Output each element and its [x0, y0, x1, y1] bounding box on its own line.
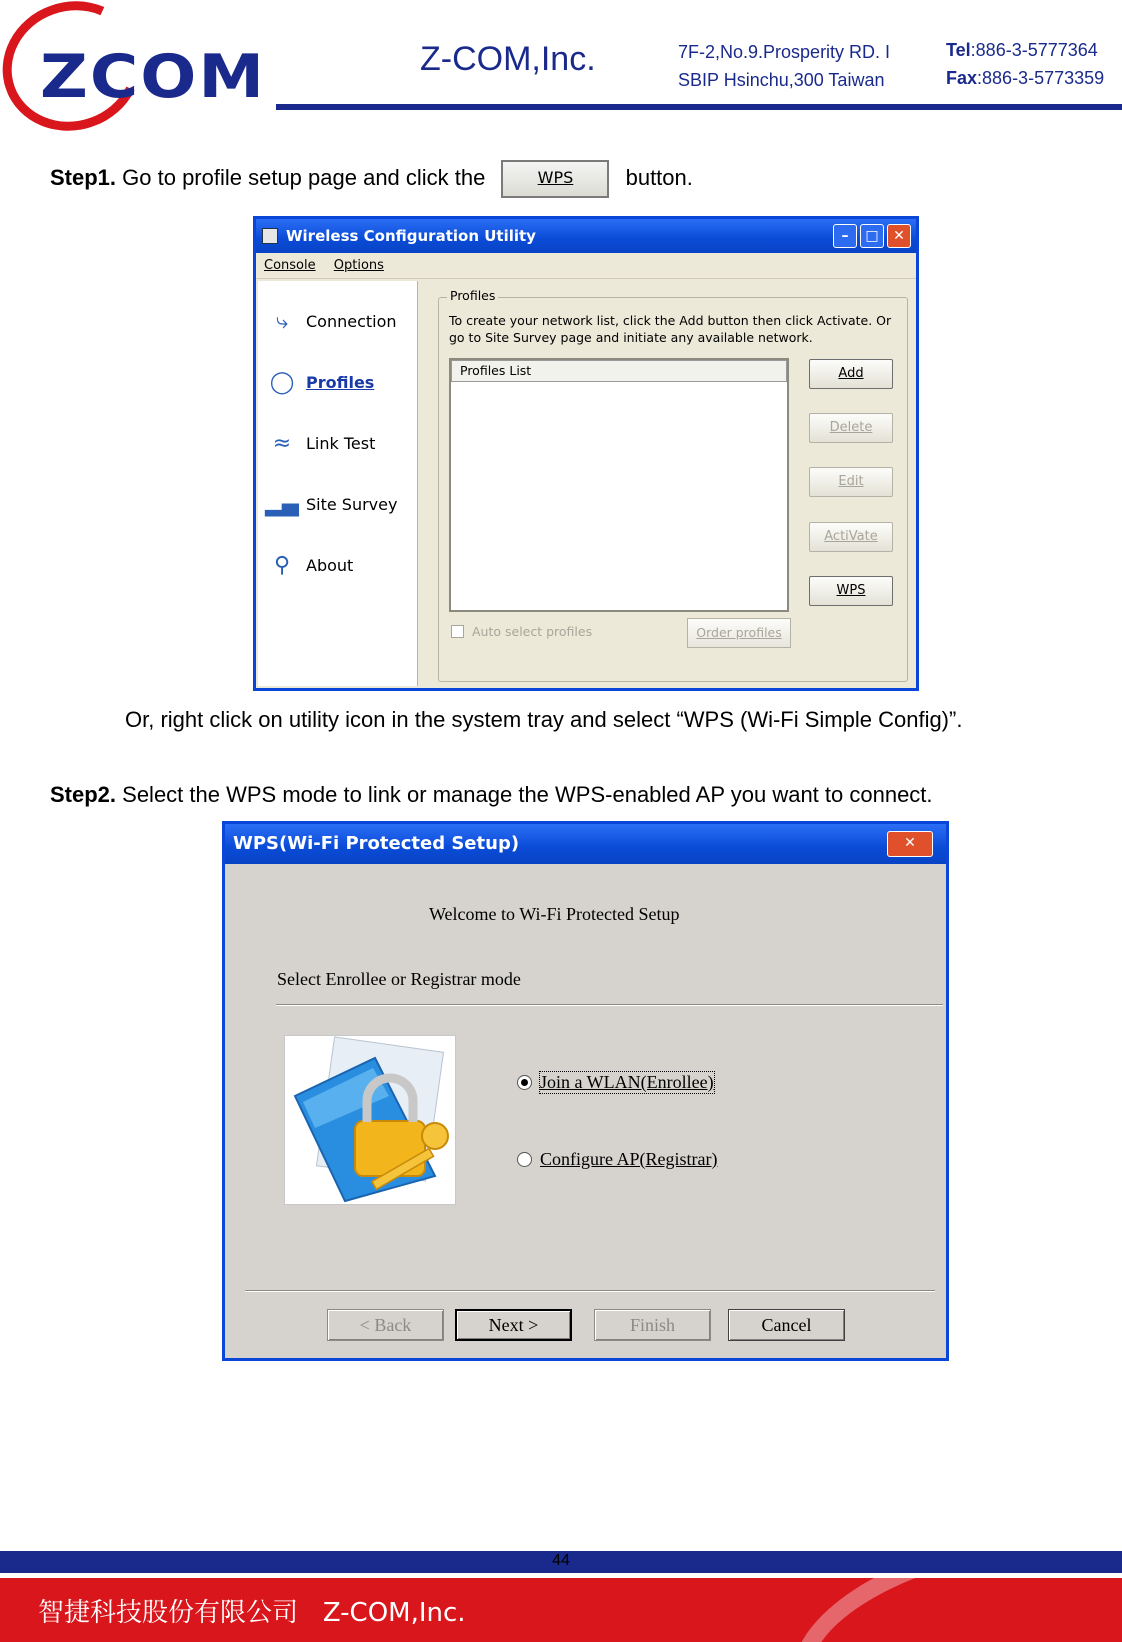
cancel-button[interactable]: Cancel	[728, 1309, 845, 1341]
fax-label: Fax	[946, 68, 978, 88]
profiles-list-header[interactable]: Profiles List	[451, 360, 787, 382]
group-title: Profiles	[447, 288, 498, 303]
select-mode-text: Select Enrollee or Registrar mode	[277, 969, 521, 989]
menu-console[interactable]: Console	[264, 258, 316, 273]
profiles-icon: ◯	[269, 369, 295, 395]
close-button[interactable]: ✕	[887, 831, 933, 857]
about-icon: ⚲	[273, 552, 291, 578]
sidebar-item-site-survey[interactable]	[266, 488, 397, 520]
step2-label: Step2.	[50, 782, 117, 807]
sidebar-item-label: Site Survey	[306, 494, 398, 514]
maximize-button[interactable]: □	[860, 224, 884, 248]
footer-swoosh	[774, 1578, 1122, 1642]
lock-folder-icon	[285, 1036, 456, 1205]
next-button[interactable]: Next >	[455, 1309, 572, 1341]
checkbox-box	[451, 625, 464, 638]
address-line-2: SBIP Hsinchu,300 Taiwan	[678, 70, 885, 90]
minimize-button[interactable]: –	[833, 224, 857, 248]
link-test-icon: ≈	[272, 430, 292, 456]
tel-value: :886-3-5777364	[970, 40, 1098, 60]
order-profiles-button[interactable]: Order profiles	[687, 618, 791, 648]
footer-company	[38, 1592, 466, 1629]
logo: ZCOM	[40, 41, 267, 112]
page-header	[0, 0, 1122, 130]
activate-button[interactable]: ActiVate	[809, 522, 893, 552]
wps-button[interactable]: WPS	[809, 576, 893, 606]
radio-enrollee-label: Join a WLAN(Enrollee)	[540, 1072, 714, 1092]
step2-paragraph	[50, 782, 933, 808]
company-address	[678, 38, 890, 94]
sidebar-item-label: Connection	[306, 311, 397, 331]
auto-select-label: Auto select profiles	[472, 624, 593, 639]
sidebar-item-connection[interactable]	[266, 305, 397, 337]
window-titlebar	[256, 219, 916, 253]
step1-label: Step1.	[50, 164, 117, 190]
add-button[interactable]: Add	[809, 359, 893, 389]
sidebar-item-label: Link Test	[306, 433, 376, 453]
address-line-1: 7F-2,No.9.Prosperity RD. I	[678, 42, 891, 62]
sidebar-item-label: About	[306, 555, 354, 575]
wps-window	[222, 821, 949, 1361]
step1-paragraph	[50, 160, 693, 198]
separator	[276, 1004, 943, 1006]
company-contact	[946, 36, 1104, 92]
wps-window-titlebar	[225, 824, 946, 864]
menu-bar	[256, 253, 916, 279]
sidebar-item-label: Profiles	[306, 372, 375, 392]
separator	[245, 1290, 935, 1292]
step1-text-after: button.	[619, 164, 693, 190]
footer-company-en: Z-COM,Inc.	[322, 1598, 466, 1628]
close-button[interactable]: ✕	[887, 224, 911, 248]
radio-registrar[interactable]	[517, 1149, 717, 1170]
radio-registrar-label: Configure AP(Registrar)	[540, 1149, 718, 1169]
auto-select-checkbox[interactable]	[451, 624, 592, 639]
welcome-text: Welcome to Wi-Fi Protected Setup	[429, 904, 680, 924]
fax-line	[946, 64, 1104, 92]
radio-enrollee[interactable]	[517, 1072, 714, 1093]
radio-button-unselected	[517, 1152, 532, 1167]
profiles-description: To create your network list, click the Add button then click Activate. Or go to Site Survey page and initiate any available network.	[449, 313, 892, 345]
wps-lock-image	[284, 1035, 456, 1205]
fax-value: :886-3-5773359	[977, 68, 1105, 88]
back-button[interactable]: < Back	[327, 1309, 444, 1341]
sidebar	[258, 281, 418, 686]
site-survey-icon: ▂▄	[265, 491, 299, 517]
inline-wps-button: WPS	[501, 160, 609, 198]
wireless-config-window	[253, 216, 919, 691]
tel-line	[946, 36, 1104, 64]
sidebar-item-profiles[interactable]	[266, 366, 374, 398]
radio-button-selected	[517, 1075, 532, 1090]
tel-label: Tel	[946, 40, 971, 60]
company-name: Z-COM,Inc.	[420, 40, 596, 78]
wps-window-title: WPS(Wi-Fi Protected Setup)	[233, 833, 520, 854]
profiles-group	[438, 288, 908, 682]
footer-company-cn: 智捷科技股份有限公司	[38, 1598, 299, 1628]
header-rule	[276, 104, 1122, 110]
step2-text: Select the WPS mode to link or manage the WPS-enabled AP you want to connect.	[116, 782, 933, 807]
app-icon	[262, 228, 278, 244]
profiles-list[interactable]	[449, 358, 789, 612]
page-number: 44	[552, 1552, 570, 1569]
window-title: Wireless Configuration Utility	[286, 227, 536, 245]
alternative-instruction: Or, right click on utility icon in the system tray and select “WPS (Wi-Fi Simple Config)”.	[125, 707, 963, 732]
delete-button[interactable]: Delete	[809, 413, 893, 443]
footer-bar	[0, 1578, 1122, 1642]
connection-icon: ⤷	[275, 308, 289, 334]
sidebar-item-link-test[interactable]	[266, 427, 375, 459]
edit-button[interactable]: Edit	[809, 467, 893, 497]
menu-options[interactable]: Options	[333, 258, 384, 273]
step1-text-before: Go to profile setup page and click the	[116, 164, 492, 190]
sidebar-item-about[interactable]	[266, 549, 353, 581]
finish-button[interactable]: Finish	[594, 1309, 711, 1341]
